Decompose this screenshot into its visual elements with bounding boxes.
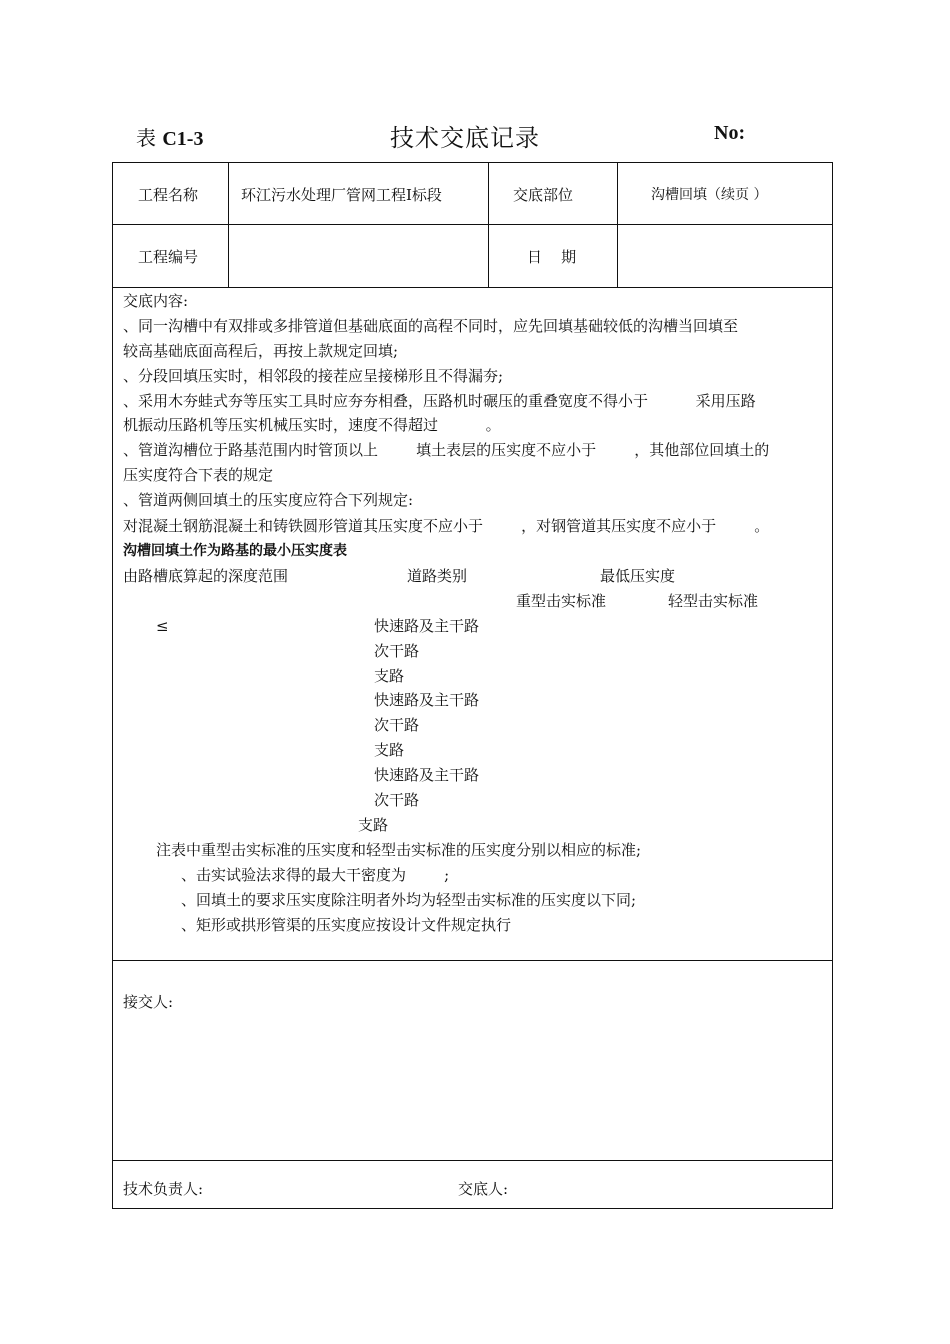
road-type-row: 次干路 — [374, 642, 420, 660]
record-table — [112, 162, 833, 1209]
content-line: 机振动压路机等压实机械压实时，速度不得超过 。 — [123, 416, 501, 434]
tech-lead-label: 技术负责人: — [123, 1180, 204, 1198]
note-line: 、矩形或拱形管渠的压实度应按设计文件规定执行 — [181, 916, 512, 934]
content-line: 较高基础底面高程后，再按上款规定回填; — [123, 342, 399, 360]
number-label: No: — [714, 122, 746, 144]
project-name-value: 环江污水处理厂管网工程Ⅰ标段 — [241, 186, 442, 204]
content-line: 、采用木夯蛙式夯等压实工具时应夯夯相叠，压路机时碾压的重叠宽度不得小于 采用压路 — [123, 392, 756, 410]
project-name-label: 工程名称 — [138, 186, 199, 204]
part-label: 交底部位 — [513, 186, 574, 204]
content-line: 、同一沟槽中有双排或多排管道但基础底面的高程不同时，应先回填基础较低的沟槽当回填至 — [123, 317, 739, 335]
note-line: 注表中重型击实标准的压实度和轻型击实标准的压实度分别以相应的标准; — [156, 841, 642, 859]
road-type-row: 快速路及主干路 — [374, 766, 480, 784]
content-line: 压实度符合下表的规定 — [123, 466, 274, 484]
project-no-label: 工程编号 — [138, 248, 199, 266]
note-line: 、回填土的要求压实度除注明者外均为轻型击实标准的压实度以下同; — [181, 891, 637, 909]
road-type-row: 快速路及主干路 — [374, 617, 480, 635]
row-divider-4 — [113, 1160, 832, 1161]
row-divider-2 — [113, 287, 832, 288]
content-line: 、分段回填压实时，相邻段的接茬应呈接梯形且不得漏夯; — [123, 367, 504, 385]
row-divider-3 — [113, 960, 832, 961]
part-value: 沟槽回填（续页 ） — [651, 187, 768, 203]
col-heavy-header: 重型击实标准 — [516, 592, 607, 610]
col-depth-header: 由路槽底算起的深度范围 — [123, 567, 289, 585]
road-type-row: 支路 — [374, 667, 405, 685]
row-divider-1 — [113, 224, 832, 225]
depth-symbol: ≤ — [156, 617, 169, 635]
date-label: 日 期 — [527, 248, 577, 266]
content-label: 交底内容: — [123, 292, 189, 310]
document-title: 技术交底记录 — [390, 124, 540, 152]
road-type-row: 次干路 — [374, 716, 420, 734]
col-light-header: 轻型击实标准 — [668, 592, 759, 610]
note-line: 、击实试验法求得的最大干密度为 ; — [181, 866, 450, 884]
road-type-row: 次干路 — [374, 791, 420, 809]
content-line: 、管道两侧回填土的压实度应符合下列规定: — [123, 491, 414, 509]
col-divider-2 — [488, 163, 489, 287]
col-divider-1 — [228, 163, 229, 287]
road-type-row: 快速路及主干路 — [374, 691, 480, 709]
col-min-header: 最低压实度 — [600, 567, 676, 585]
receiver-label: 接交人: — [123, 993, 174, 1011]
content-line: 、管道沟槽位于路基范围内时管顶以上 填土表层的压实度不应小于 ，其他部位回填土的 — [123, 441, 770, 459]
title-row — [0, 118, 950, 150]
form-code-value: C1-3 — [162, 128, 204, 150]
col-road-header: 道路类别 — [407, 567, 468, 585]
content-line: 对混凝土钢筋混凝土和铸铁圆形管道其压实度不应小于 ，对钢管道其压实度不应小于 。 — [123, 517, 770, 535]
presenter-label: 交底人: — [458, 1180, 509, 1198]
form-code — [136, 122, 203, 151]
road-type-row: 支路 — [358, 816, 389, 834]
col-divider-3 — [617, 163, 618, 287]
road-type-row: 支路 — [374, 741, 405, 759]
table-heading: 沟槽回填土作为路基的最小压实度表 — [123, 543, 347, 559]
form-prefix: 表 — [136, 126, 156, 150]
